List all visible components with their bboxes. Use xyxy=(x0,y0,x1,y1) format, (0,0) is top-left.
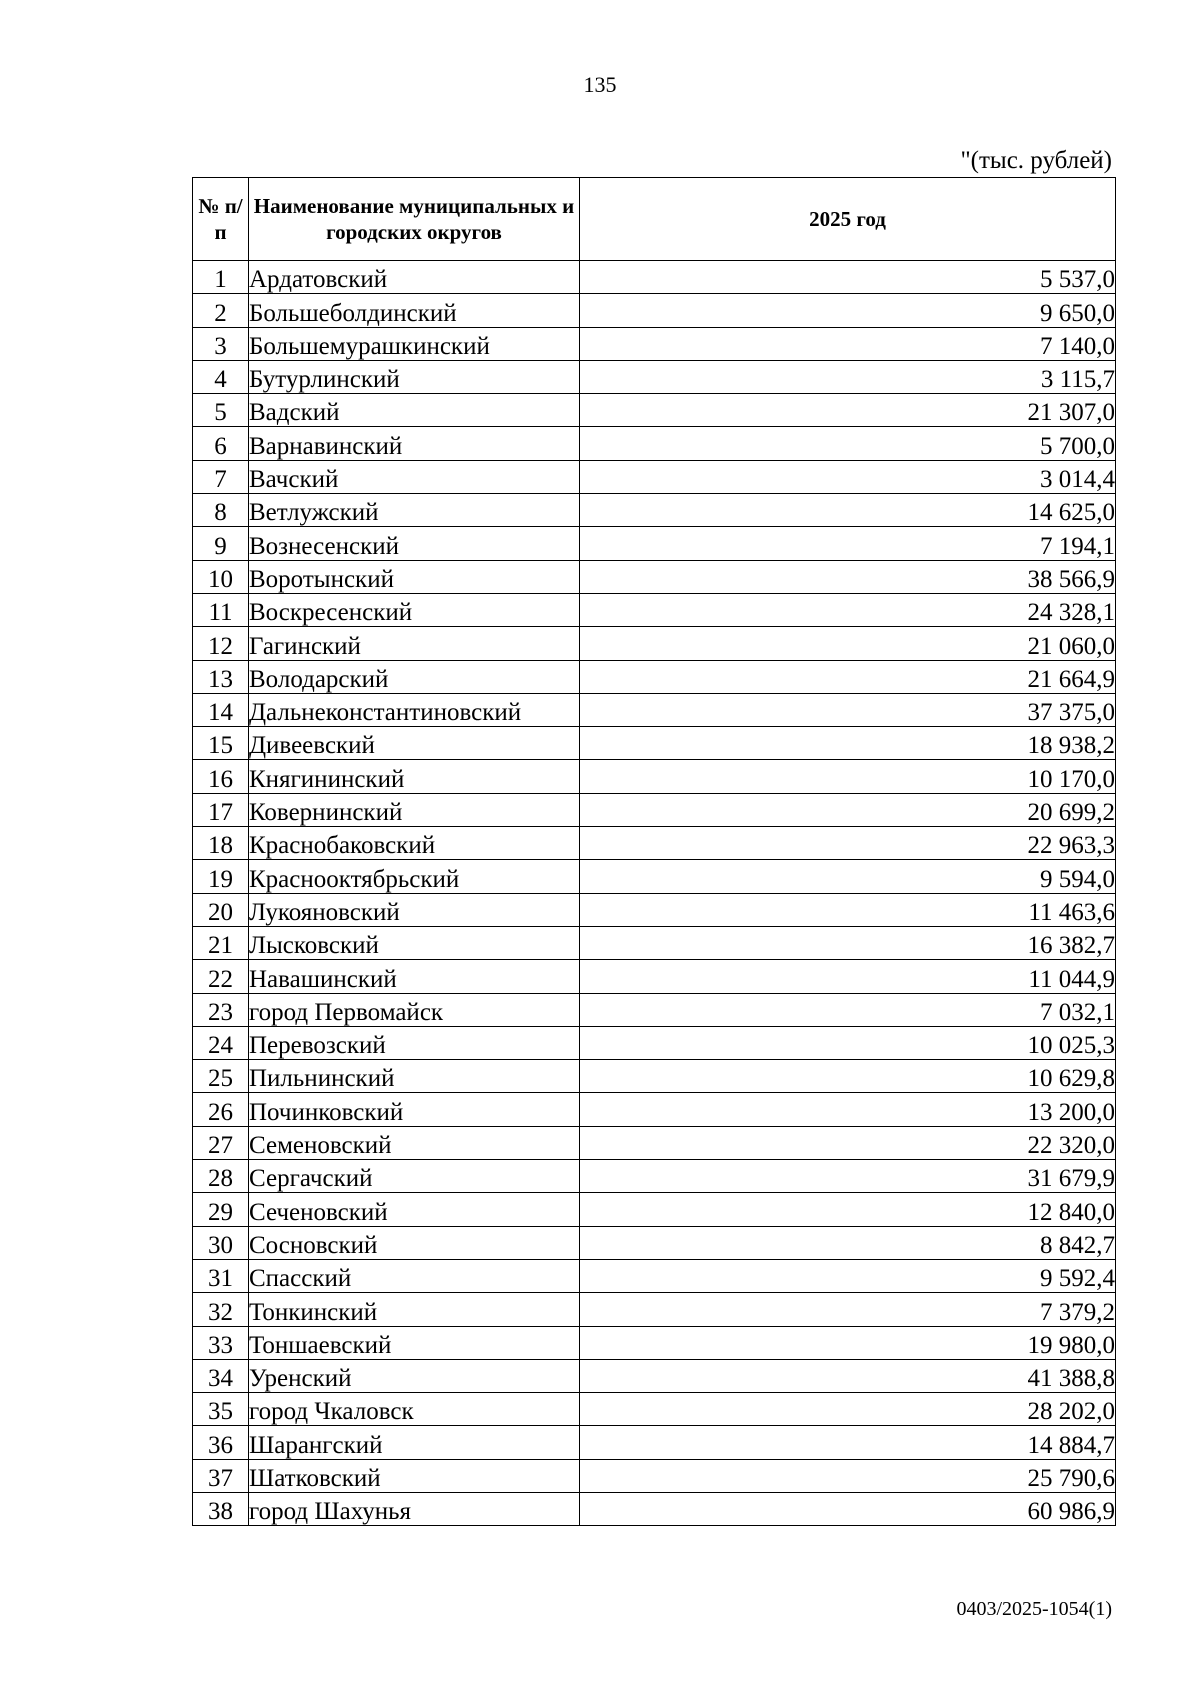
row-number: 11 xyxy=(193,593,249,626)
row-number: 24 xyxy=(193,1026,249,1059)
amount-value: 11 463,6 xyxy=(580,893,1116,926)
district-name: Сеченовский xyxy=(249,1193,580,1226)
amount-value: 11 044,9 xyxy=(580,960,1116,993)
header-year: 2025 год xyxy=(580,178,1116,261)
district-name: Семеновский xyxy=(249,1126,580,1159)
table-row xyxy=(193,860,1116,893)
district-name: Большеболдинский xyxy=(249,294,580,327)
amount-value: 37 375,0 xyxy=(580,693,1116,726)
row-number: 15 xyxy=(193,727,249,760)
district-name: Вадский xyxy=(249,394,580,427)
amount-value: 24 328,1 xyxy=(580,593,1116,626)
table-row xyxy=(193,527,1116,560)
district-name: Дивеевский xyxy=(249,727,580,760)
amount-value: 16 382,7 xyxy=(580,926,1116,959)
amount-value: 9 650,0 xyxy=(580,294,1116,327)
row-number: 30 xyxy=(193,1226,249,1259)
table-row xyxy=(193,1093,1116,1126)
table-row xyxy=(193,360,1116,393)
amount-value: 13 200,0 xyxy=(580,1093,1116,1126)
table-row xyxy=(193,494,1116,527)
table-row xyxy=(193,1060,1116,1093)
table-row xyxy=(193,1160,1116,1193)
table-row xyxy=(193,394,1116,427)
amount-value: 60 986,9 xyxy=(580,1492,1116,1525)
district-name: Перевозский xyxy=(249,1026,580,1059)
district-name: Ветлужский xyxy=(249,494,580,527)
district-name: город Шахунья xyxy=(249,1492,580,1525)
document-code: 0403/2025-1054(1) xyxy=(956,1598,1112,1620)
row-number: 22 xyxy=(193,960,249,993)
amount-value: 9 592,4 xyxy=(580,1259,1116,1292)
table-row xyxy=(193,960,1116,993)
units-label: "(тыс. рублей) xyxy=(960,147,1112,174)
table-row xyxy=(193,1226,1116,1259)
amount-value: 7 140,0 xyxy=(580,327,1116,360)
table-row xyxy=(193,1359,1116,1392)
district-name: Спасский xyxy=(249,1259,580,1292)
district-name: Дальнеконстантиновский xyxy=(249,693,580,726)
district-name: Уренский xyxy=(249,1359,580,1392)
header-name: Наименование муниципальных и городских округов xyxy=(249,178,580,261)
table-row xyxy=(193,893,1116,926)
amount-value: 18 938,2 xyxy=(580,727,1116,760)
row-number: 27 xyxy=(193,1126,249,1159)
allocation-table xyxy=(192,177,1116,1526)
table-body xyxy=(193,261,1116,1526)
table-header-row xyxy=(193,178,1116,261)
table-row xyxy=(193,593,1116,626)
row-number: 33 xyxy=(193,1326,249,1359)
district-name: Лукояновский xyxy=(249,893,580,926)
district-name: Краснобаковский xyxy=(249,827,580,860)
district-name: город Чкаловск xyxy=(249,1393,580,1426)
table-row xyxy=(193,460,1116,493)
row-number: 18 xyxy=(193,827,249,860)
table-row xyxy=(193,1326,1116,1359)
row-number: 8 xyxy=(193,494,249,527)
district-name: город Первомайск xyxy=(249,993,580,1026)
row-number: 16 xyxy=(193,760,249,793)
district-name: Сергачский xyxy=(249,1160,580,1193)
table-row xyxy=(193,793,1116,826)
amount-value: 21 664,9 xyxy=(580,660,1116,693)
district-name: Воротынский xyxy=(249,560,580,593)
row-number: 28 xyxy=(193,1160,249,1193)
row-number: 10 xyxy=(193,560,249,593)
row-number: 14 xyxy=(193,693,249,726)
amount-value: 14 884,7 xyxy=(580,1426,1116,1459)
district-name: Починковский xyxy=(249,1093,580,1126)
table-row xyxy=(193,294,1116,327)
row-number: 35 xyxy=(193,1393,249,1426)
row-number: 9 xyxy=(193,527,249,560)
row-number: 29 xyxy=(193,1193,249,1226)
row-number: 38 xyxy=(193,1492,249,1525)
district-name: Гагинский xyxy=(249,627,580,660)
row-number: 36 xyxy=(193,1426,249,1459)
table-row xyxy=(193,261,1116,294)
amount-value: 7 194,1 xyxy=(580,527,1116,560)
district-name: Навашинский xyxy=(249,960,580,993)
table-row xyxy=(193,1492,1116,1525)
table-row xyxy=(193,1259,1116,1292)
table-row xyxy=(193,827,1116,860)
amount-value: 20 699,2 xyxy=(580,793,1116,826)
amount-value: 3 115,7 xyxy=(580,360,1116,393)
row-number: 20 xyxy=(193,893,249,926)
row-number: 34 xyxy=(193,1359,249,1392)
amount-value: 21 060,0 xyxy=(580,627,1116,660)
row-number: 4 xyxy=(193,360,249,393)
row-number: 12 xyxy=(193,627,249,660)
row-number: 19 xyxy=(193,860,249,893)
row-number: 17 xyxy=(193,793,249,826)
amount-value: 41 388,8 xyxy=(580,1359,1116,1392)
amount-value: 7 032,1 xyxy=(580,993,1116,1026)
amount-value: 28 202,0 xyxy=(580,1393,1116,1426)
amount-value: 10 170,0 xyxy=(580,760,1116,793)
row-number: 21 xyxy=(193,926,249,959)
row-number: 23 xyxy=(193,993,249,1026)
table-row xyxy=(193,926,1116,959)
district-name: Тонкинский xyxy=(249,1293,580,1326)
amount-value: 22 963,3 xyxy=(580,827,1116,860)
district-name: Варнавинский xyxy=(249,427,580,460)
amount-value: 14 625,0 xyxy=(580,494,1116,527)
amount-value: 25 790,6 xyxy=(580,1459,1116,1492)
amount-value: 5 537,0 xyxy=(580,261,1116,294)
table-row xyxy=(193,993,1116,1026)
amount-value: 19 980,0 xyxy=(580,1326,1116,1359)
table-row xyxy=(193,693,1116,726)
amount-value: 9 594,0 xyxy=(580,860,1116,893)
table-row xyxy=(193,627,1116,660)
table-row xyxy=(193,1293,1116,1326)
amount-value: 10 025,3 xyxy=(580,1026,1116,1059)
amount-value: 7 379,2 xyxy=(580,1293,1116,1326)
table-row xyxy=(193,1426,1116,1459)
amount-value: 12 840,0 xyxy=(580,1193,1116,1226)
district-name: Лысковский xyxy=(249,926,580,959)
district-name: Воскресенский xyxy=(249,593,580,626)
row-number: 6 xyxy=(193,427,249,460)
header-number: № п/п xyxy=(193,178,249,261)
district-name: Шатковский xyxy=(249,1459,580,1492)
row-number: 2 xyxy=(193,294,249,327)
district-name: Сосновский xyxy=(249,1226,580,1259)
table-row xyxy=(193,327,1116,360)
district-name: Пильнинский xyxy=(249,1060,580,1093)
district-name: Шарангский xyxy=(249,1426,580,1459)
row-number: 26 xyxy=(193,1093,249,1126)
table-row xyxy=(193,1126,1116,1159)
table-row xyxy=(193,1393,1116,1426)
district-name: Вознесенский xyxy=(249,527,580,560)
table-row xyxy=(193,560,1116,593)
row-number: 37 xyxy=(193,1459,249,1492)
row-number: 32 xyxy=(193,1293,249,1326)
table-row xyxy=(193,727,1116,760)
amount-value: 21 307,0 xyxy=(580,394,1116,427)
district-name: Княгининский xyxy=(249,760,580,793)
table-row xyxy=(193,1193,1116,1226)
district-name: Тоншаевский xyxy=(249,1326,580,1359)
district-name: Большемурашкинский xyxy=(249,327,580,360)
row-number: 7 xyxy=(193,460,249,493)
row-number: 1 xyxy=(193,261,249,294)
district-name: Ковернинский xyxy=(249,793,580,826)
amount-value: 3 014,4 xyxy=(580,460,1116,493)
page-number: 135 xyxy=(583,72,617,97)
amount-value: 22 320,0 xyxy=(580,1126,1116,1159)
table-row xyxy=(193,760,1116,793)
amount-value: 5 700,0 xyxy=(580,427,1116,460)
district-name: Володарский xyxy=(249,660,580,693)
table-row xyxy=(193,660,1116,693)
amount-value: 10 629,8 xyxy=(580,1060,1116,1093)
row-number: 25 xyxy=(193,1060,249,1093)
amount-value: 31 679,9 xyxy=(580,1160,1116,1193)
district-name: Ардатовский xyxy=(249,261,580,294)
table-row xyxy=(193,427,1116,460)
district-name: Вачский xyxy=(249,460,580,493)
district-name: Бутурлинский xyxy=(249,360,580,393)
row-number: 5 xyxy=(193,394,249,427)
amount-value: 8 842,7 xyxy=(580,1226,1116,1259)
row-number: 13 xyxy=(193,660,249,693)
table-row xyxy=(193,1026,1116,1059)
row-number: 3 xyxy=(193,327,249,360)
table-row xyxy=(193,1459,1116,1492)
row-number: 31 xyxy=(193,1259,249,1292)
amount-value: 38 566,9 xyxy=(580,560,1116,593)
district-name: Краснооктябрьский xyxy=(249,860,580,893)
